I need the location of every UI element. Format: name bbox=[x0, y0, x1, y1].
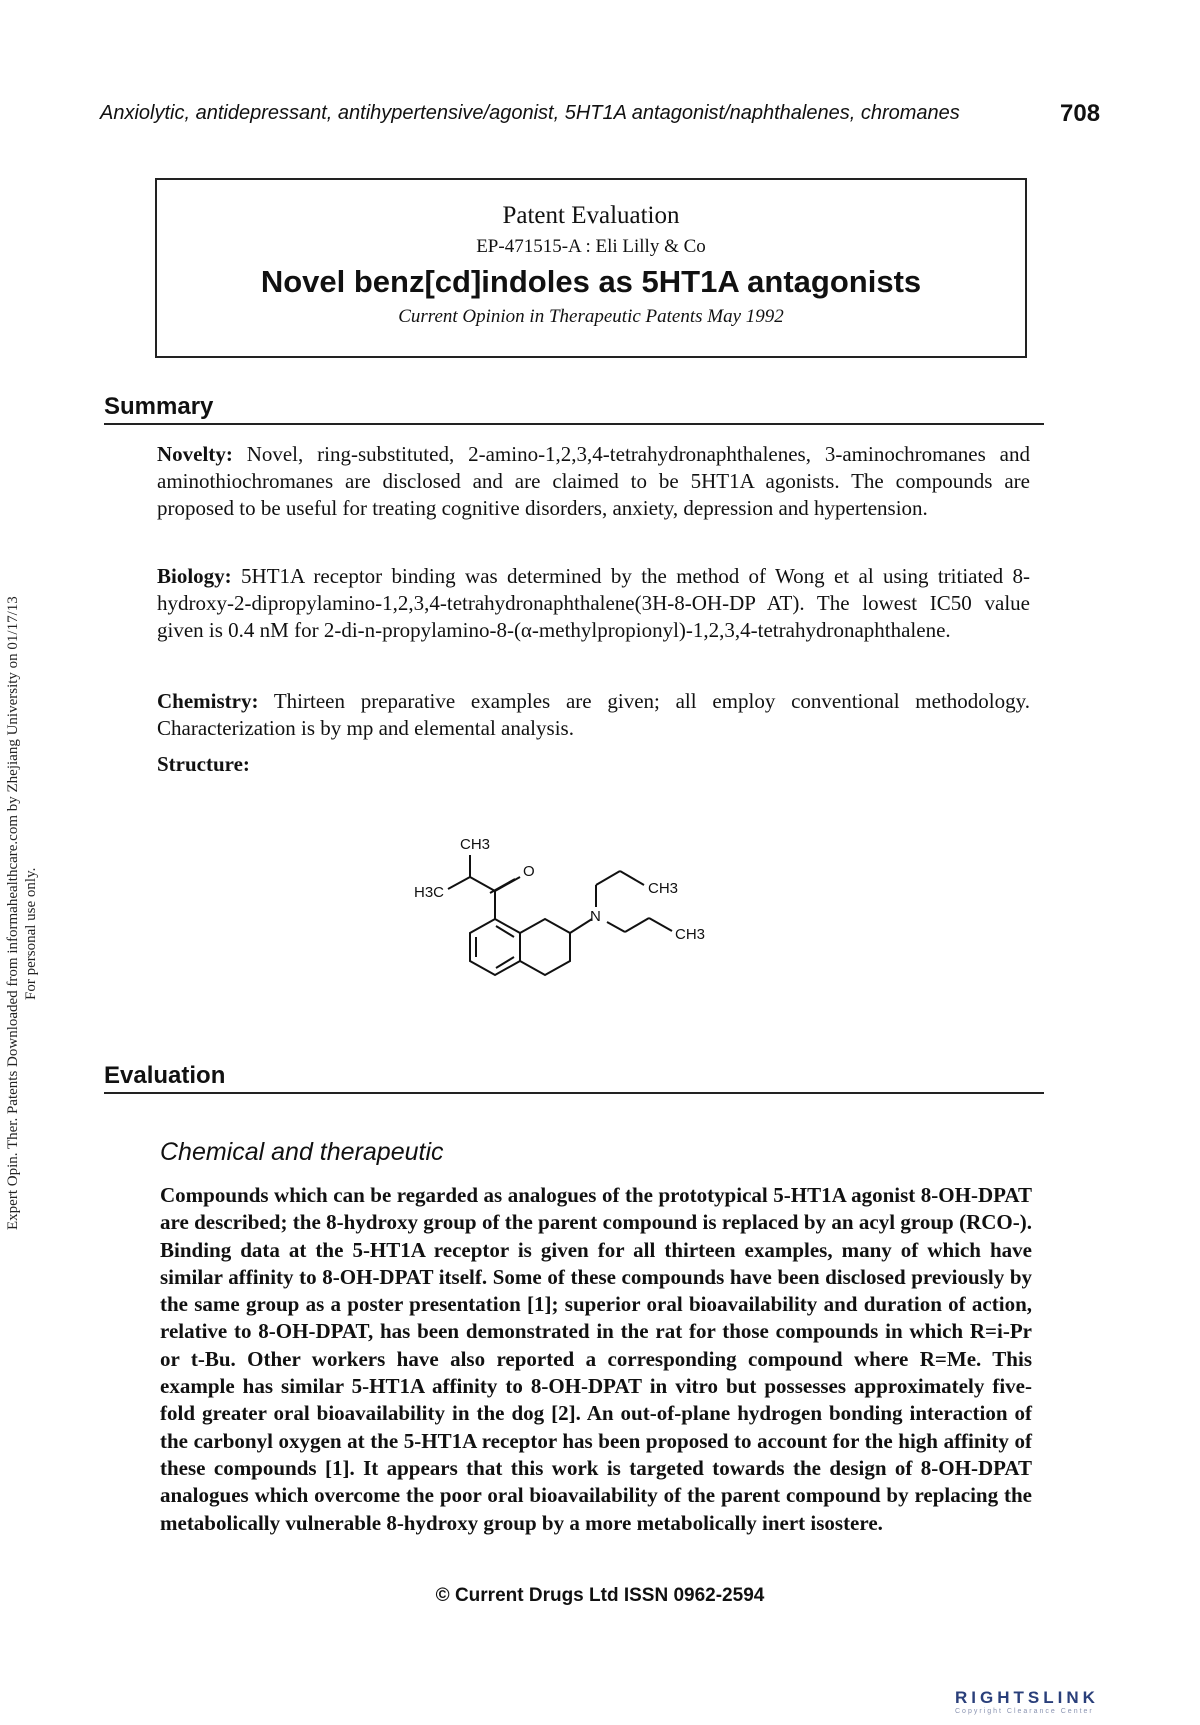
novelty-text: Novel, ring-substituted, 2-amino-1,2,3,4-tetrahydronaphthalenes, 3-aminochromanes and aminothiochromanes are disclosed and are claimed to be 5HT1A agonists. The compounds are proposed to be useful for treating cognitive disorders, anxiety, depression and hypertension. bbox=[157, 442, 1030, 520]
biology-paragraph bbox=[157, 563, 1030, 644]
copyright-line: © Current Drugs Ltd ISSN 0962-2594 bbox=[435, 1585, 765, 1606]
propyl-upper-bond2 bbox=[596, 871, 620, 885]
chemistry-paragraph bbox=[157, 688, 1030, 742]
label-h3c: H3C bbox=[414, 884, 445, 901]
structure-bonds bbox=[448, 855, 672, 975]
journal-citation: Current Opinion in Therapeutic Patents May 1992 bbox=[398, 306, 784, 327]
chemical-structure bbox=[400, 815, 740, 995]
label-ch3-lower: CH3 bbox=[675, 926, 706, 943]
propyl-upper-bond3 bbox=[620, 871, 644, 885]
alpha-carbon-bond bbox=[470, 877, 495, 891]
label-ch3-upper: CH3 bbox=[648, 880, 679, 897]
structure-label: Structure: bbox=[157, 752, 250, 776]
patent-evaluation-box bbox=[155, 178, 1027, 358]
chemistry-text: Thirteen preparative examples are given; all employ conventional methodology. Characterization is by mp and elemental analysis. bbox=[157, 689, 1030, 740]
novelty-paragraph bbox=[157, 441, 1030, 522]
download-notice-line1: Expert Opin. Ther. Patents Downloaded from informahealthcare.com by Zhejiang University on 01/17/13 bbox=[5, 596, 21, 1230]
summary-heading: Summary bbox=[104, 393, 1044, 425]
download-notice bbox=[4, 596, 44, 1270]
aromatic-ring bbox=[470, 919, 520, 975]
evaluation-heading: Evaluation bbox=[104, 1062, 1044, 1094]
label-nitrogen: N bbox=[590, 908, 601, 925]
label-oxygen: O bbox=[523, 863, 535, 880]
chemistry-label: Chemistry: bbox=[157, 689, 259, 713]
article-title: Novel benz[cd]indoles as 5HT1A antagonists bbox=[260, 264, 922, 299]
amine-bond bbox=[570, 919, 592, 933]
biology-label: Biology: bbox=[157, 564, 232, 588]
running-header: Anxiolytic, antidepressant, antihypertensive/agonist, 5HT1A antagonist/naphthalenes, chromanes bbox=[100, 102, 960, 124]
box-patent-id: EP-471515-A : Eli Lilly & Co bbox=[476, 236, 706, 257]
propyl-lower-bond2 bbox=[625, 918, 649, 932]
methyl-bond-left bbox=[448, 877, 470, 889]
propyl-lower-bond1 bbox=[607, 922, 625, 932]
download-notice-line2: For personal use only. bbox=[23, 867, 39, 1000]
rightslink-badge[interactable] bbox=[955, 1688, 1195, 1723]
evaluation-body: Compounds which can be regarded as analogues of the prototypical 5-HT1A agonist 8-OH-DPAT are described; the 8-hydroxy group of the parent compound is replaced by an acyl group (RCO-). Binding data at the 5-HT1A receptor is given for all thirteen examples, many of which have similar affinity to 8-OH-DPAT itself. Some of these compounds have been disclosed previously by the same group as a poster presentation [1]; superior oral bioavailability and duration of action, relative to 8-OH-DPAT, has been demonstrated in the rat for those compounds in which R=i-Pr or t-Bu. Other workers have also reported a corresponding compound where R=Me. This example has similar 5-HT1A affinity to 8-OH-DPAT in vitro but possesses approximately five-fold greater oral bioavailability in the dog [2]. An out-of-plane hydrogen bonding interaction of the carbonyl oxygen at the 5-HT1A receptor has been proposed to account for the high affinity of these compounds [1]. It appears that this work is targeted towards the design of 8-OH-DPAT analogues which overcome the poor oral bioavailability of the parent compound by replacing the metabolically vulnerable 8-hydroxy group by a more metabolically inert isostere. bbox=[160, 1183, 1032, 1535]
page-number: 708 bbox=[1060, 100, 1101, 127]
label-ch3-top: CH3 bbox=[460, 836, 491, 853]
rightslink-text: RIGHTSLINK bbox=[955, 1688, 1099, 1707]
saturated-ring bbox=[520, 919, 570, 975]
novelty-label: Novelty: bbox=[157, 442, 233, 466]
propyl-lower-bond3 bbox=[649, 918, 672, 931]
evaluation-subheading: Chemical and therapeutic bbox=[160, 1138, 444, 1166]
box-kicker: Patent Evaluation bbox=[502, 202, 680, 229]
rightslink-subtext: Copyright Clearance Center bbox=[955, 1708, 1094, 1715]
biology-text: 5HT1A receptor binding was determined by the method of Wong et al using tritiated 8-hydroxy-2-dipropylamino-1,2,3,4-tetrahydronaphthalene(3H-8-OH-DP AT). The lowest IC50 value given is 0.4 nM for 2-di-n-propylamino-8-(α-methylpropionyl)-1,2,3,4-tetrahydronaphthalene. bbox=[157, 564, 1031, 642]
